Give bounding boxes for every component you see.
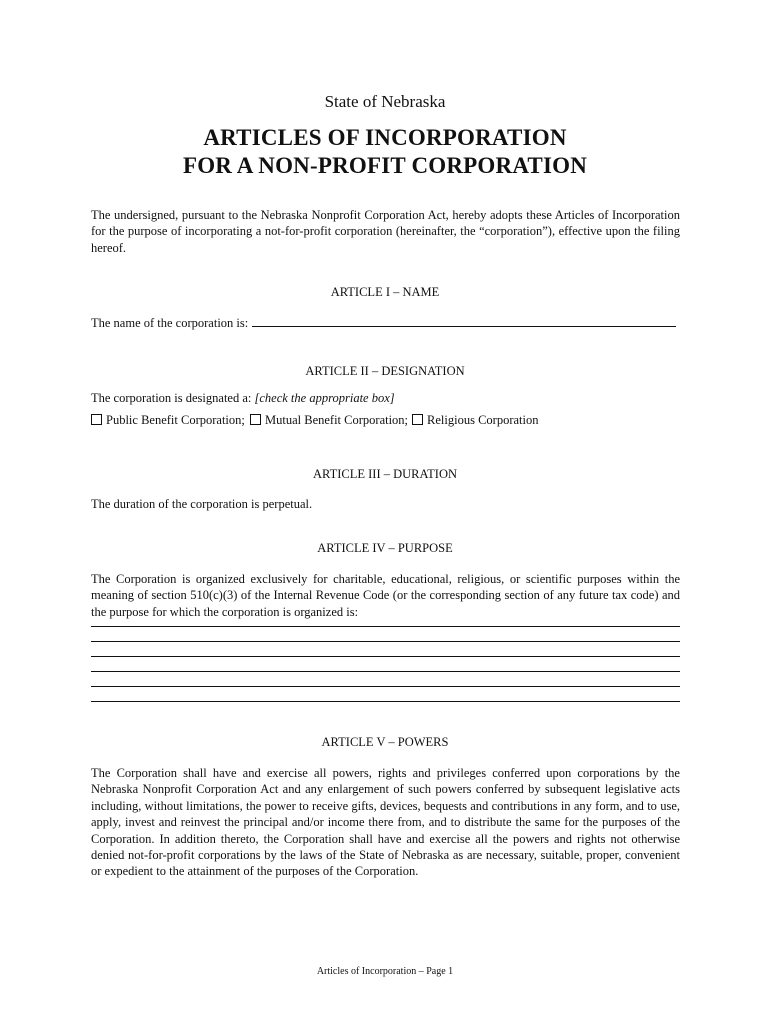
purpose-line-3[interactable] <box>91 656 680 657</box>
title-line-2: FOR A NON-PROFIT CORPORATION <box>182 153 588 178</box>
page-footer: Articles of Incorporation – Page 1 <box>316 966 454 977</box>
public-benefit-label: Public Benefit Corporation; <box>106 413 245 427</box>
purpose-line-2[interactable] <box>91 641 680 642</box>
article-2-heading: ARTICLE II – DESIGNATION <box>305 364 465 378</box>
article-4-heading: ARTICLE IV – PURPOSE <box>317 541 453 555</box>
article-3-heading: ARTICLE III – DURATION <box>312 467 458 481</box>
intro-paragraph: The undersigned, pursuant to the Nebraska Nonprofit Corporation Act, hereby adopts these Articles of Incorporation for the purpose of incorporating a not-for-profit corporation (hereinafter, the “corporation”), effective upon the filing hereof. <box>91 208 680 255</box>
purpose-line-6[interactable] <box>91 701 680 702</box>
purpose-line-4[interactable] <box>91 671 680 672</box>
article-5-heading: ARTICLE V – POWERS <box>321 735 449 749</box>
public-benefit-checkbox[interactable] <box>91 414 102 425</box>
mutual-benefit-label: Mutual Benefit Corporation; <box>265 413 409 427</box>
powers-text: The Corporation shall have and exercise all powers, rights and privileges conferred upon corporations by the Nebraska Nonprofit Corporation Act and any enlargement of such powers conferred by subsequent legislative acts including, without limitations, the power to receive gifts, devices, bequests and contributions in any form, and to use, apply, invest and reinvest the principal and/or income there from, and to distribute the same for the purposes of the Corporation. In addition thereto, the Corporation shall have and exercise all the powers and rights not otherwise denied not-for-profit corporations by the laws of the State of Nebraska as are necessary, suitable, proper, convenient or expedient to the attainment of the purposes of the Corporation. <box>91 766 680 879</box>
designation-label: The corporation is designated a: <box>91 391 252 405</box>
purpose-line-5[interactable] <box>91 686 680 687</box>
purpose-line-1[interactable] <box>91 626 680 627</box>
religious-checkbox[interactable] <box>412 414 423 425</box>
mutual-benefit-checkbox[interactable] <box>250 414 261 425</box>
purpose-text: The Corporation is organized exclusively for charitable, educational, religious, or scientific purposes within the meaning of section 510(c)(3) of the Internal Revenue Code (or the corresponding section of any future tax code) and the purpose for which the corporation is organized is: <box>91 572 680 619</box>
corporation-name-field[interactable] <box>252 314 676 327</box>
corporation-name-label: The name of the corporation is: <box>91 316 249 330</box>
duration-text: The duration of the corporation is perpetual. <box>91 497 313 511</box>
corporation-name-row <box>91 314 676 331</box>
religious-label: Religious Corporation <box>427 413 539 427</box>
designation-instruction: [check the appropriate box] <box>254 391 395 405</box>
designation-row <box>91 391 395 406</box>
document-title <box>0 124 770 180</box>
article-1-heading: ARTICLE I – NAME <box>330 285 440 299</box>
designation-options <box>91 413 540 428</box>
title-line-1: ARTICLES OF INCORPORATION <box>203 125 567 150</box>
state-name: State of Nebraska <box>324 92 446 111</box>
